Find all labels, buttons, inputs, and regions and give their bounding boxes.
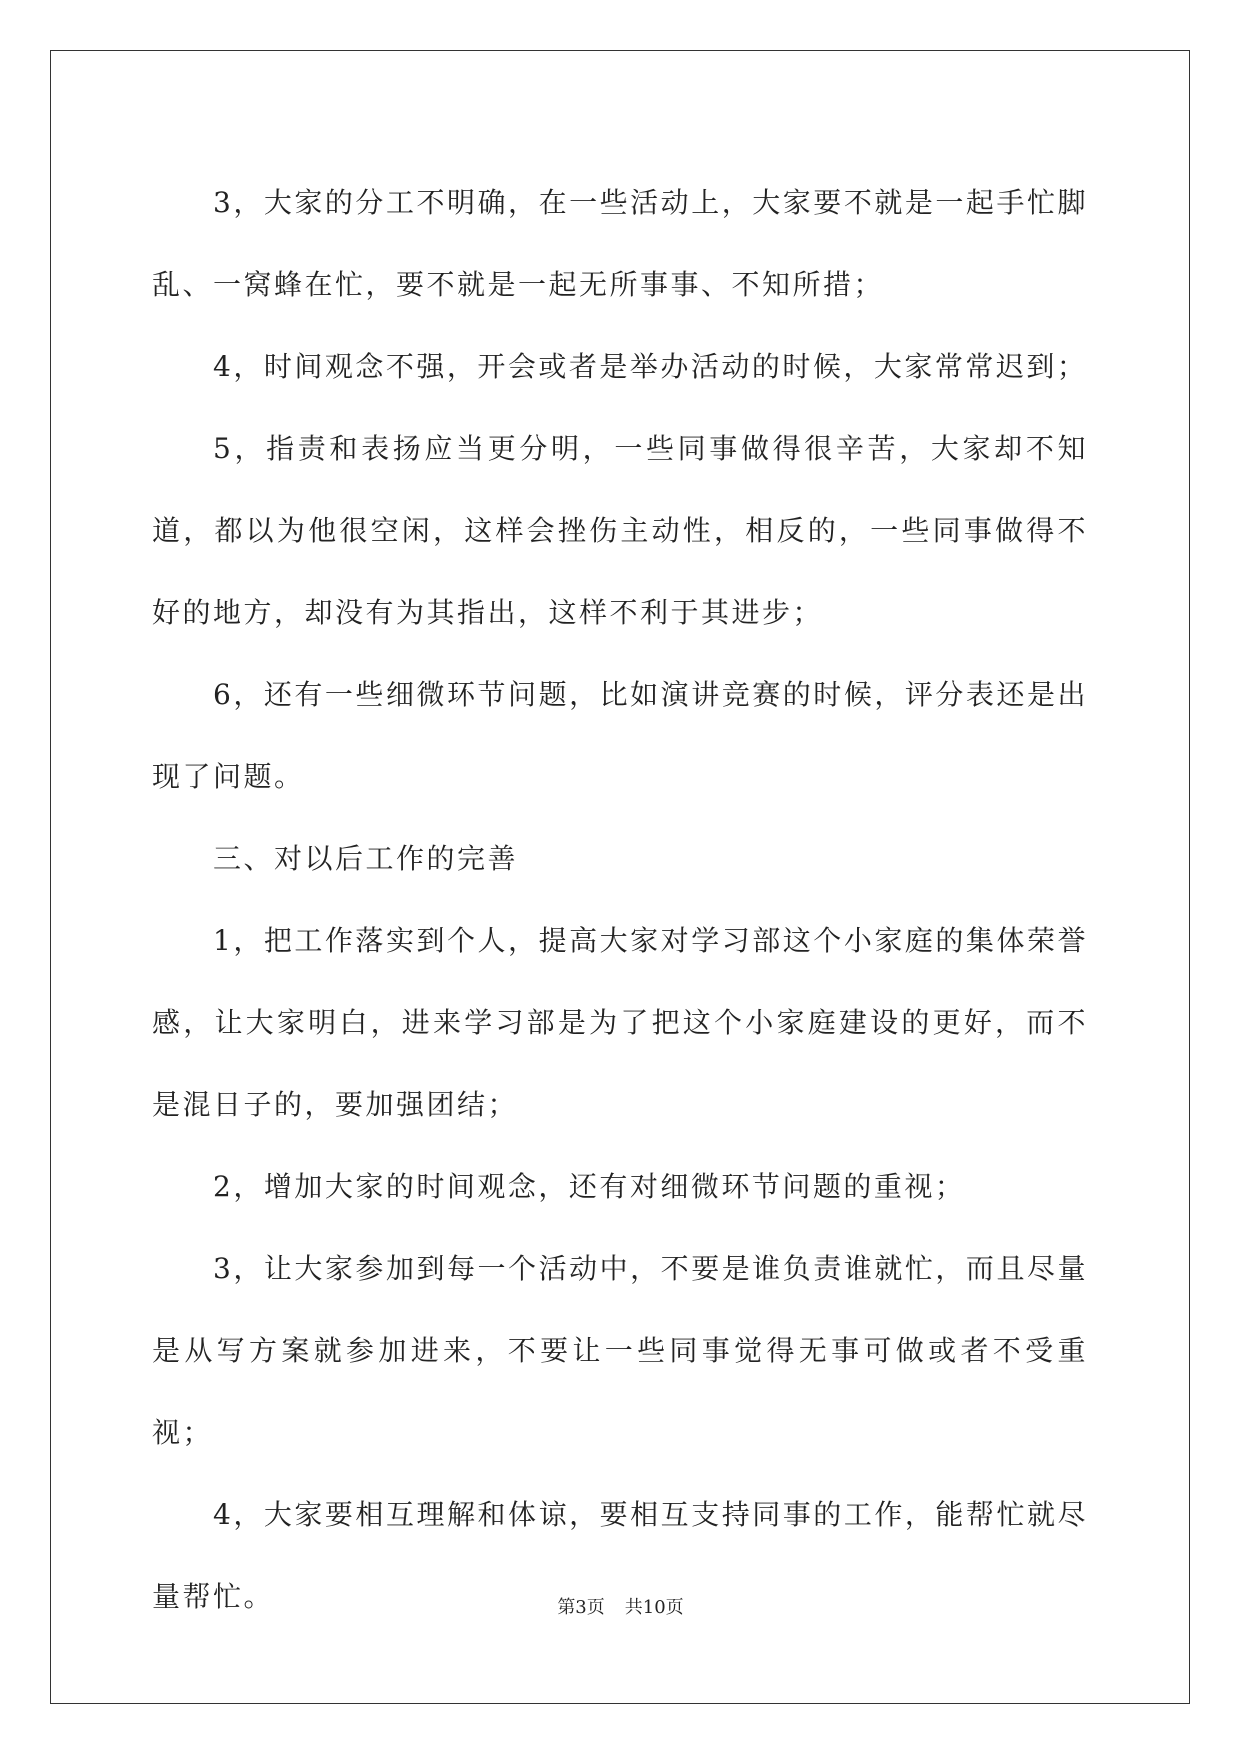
paragraph: 4，大家要相互理解和体谅，要相互支持同事的工作，能帮忙就尽量帮忙。 [152, 1498, 1088, 1613]
paragraph: 5，指责和表扬应当更分明，一些同事做得很辛苦，大家却不知道，都以为他很空闲，这样会挫伤主动性，相反的，一些同事做得不好的地方，却没有为其指出，这样不利于其进步； [152, 432, 1088, 629]
paragraph: 3，让大家参加到每一个活动中，不要是谁负责谁就忙，而且尽量是从写方案就参加进来，不要让一些同事觉得无事可做或者不受重视； [152, 1252, 1088, 1449]
page-footer [0, 1593, 1241, 1619]
paragraph: 6，还有一些细微环节问题，比如演讲竞赛的时候，评分表还是出现了问题。 [152, 678, 1088, 793]
paragraph: 3，大家的分工不明确，在一些活动上，大家要不就是一起手忙脚乱、一窝蜂在忙，要不就是一起无所事事、不知所措； [152, 186, 1088, 301]
page-total: 共10页 [624, 1597, 684, 1618]
paragraph: 2，增加大家的时间观念，还有对细微环节问题的重视； [213, 1170, 966, 1203]
document-body [152, 162, 1088, 1638]
paragraph: 4，时间观念不强，开会或者是举办活动的时候，大家常常迟到； [213, 350, 1088, 383]
page-number: 第3页 [557, 1597, 605, 1618]
paragraph: 1，把工作落实到个人，提高大家对学习部这个小家庭的集体荣誉感，让大家明白，进来学习部是为了把这个小家庭建设的更好，而不是混日子的，要加强团结； [152, 924, 1088, 1121]
section-heading: 三、对以后工作的完善 [213, 842, 519, 875]
